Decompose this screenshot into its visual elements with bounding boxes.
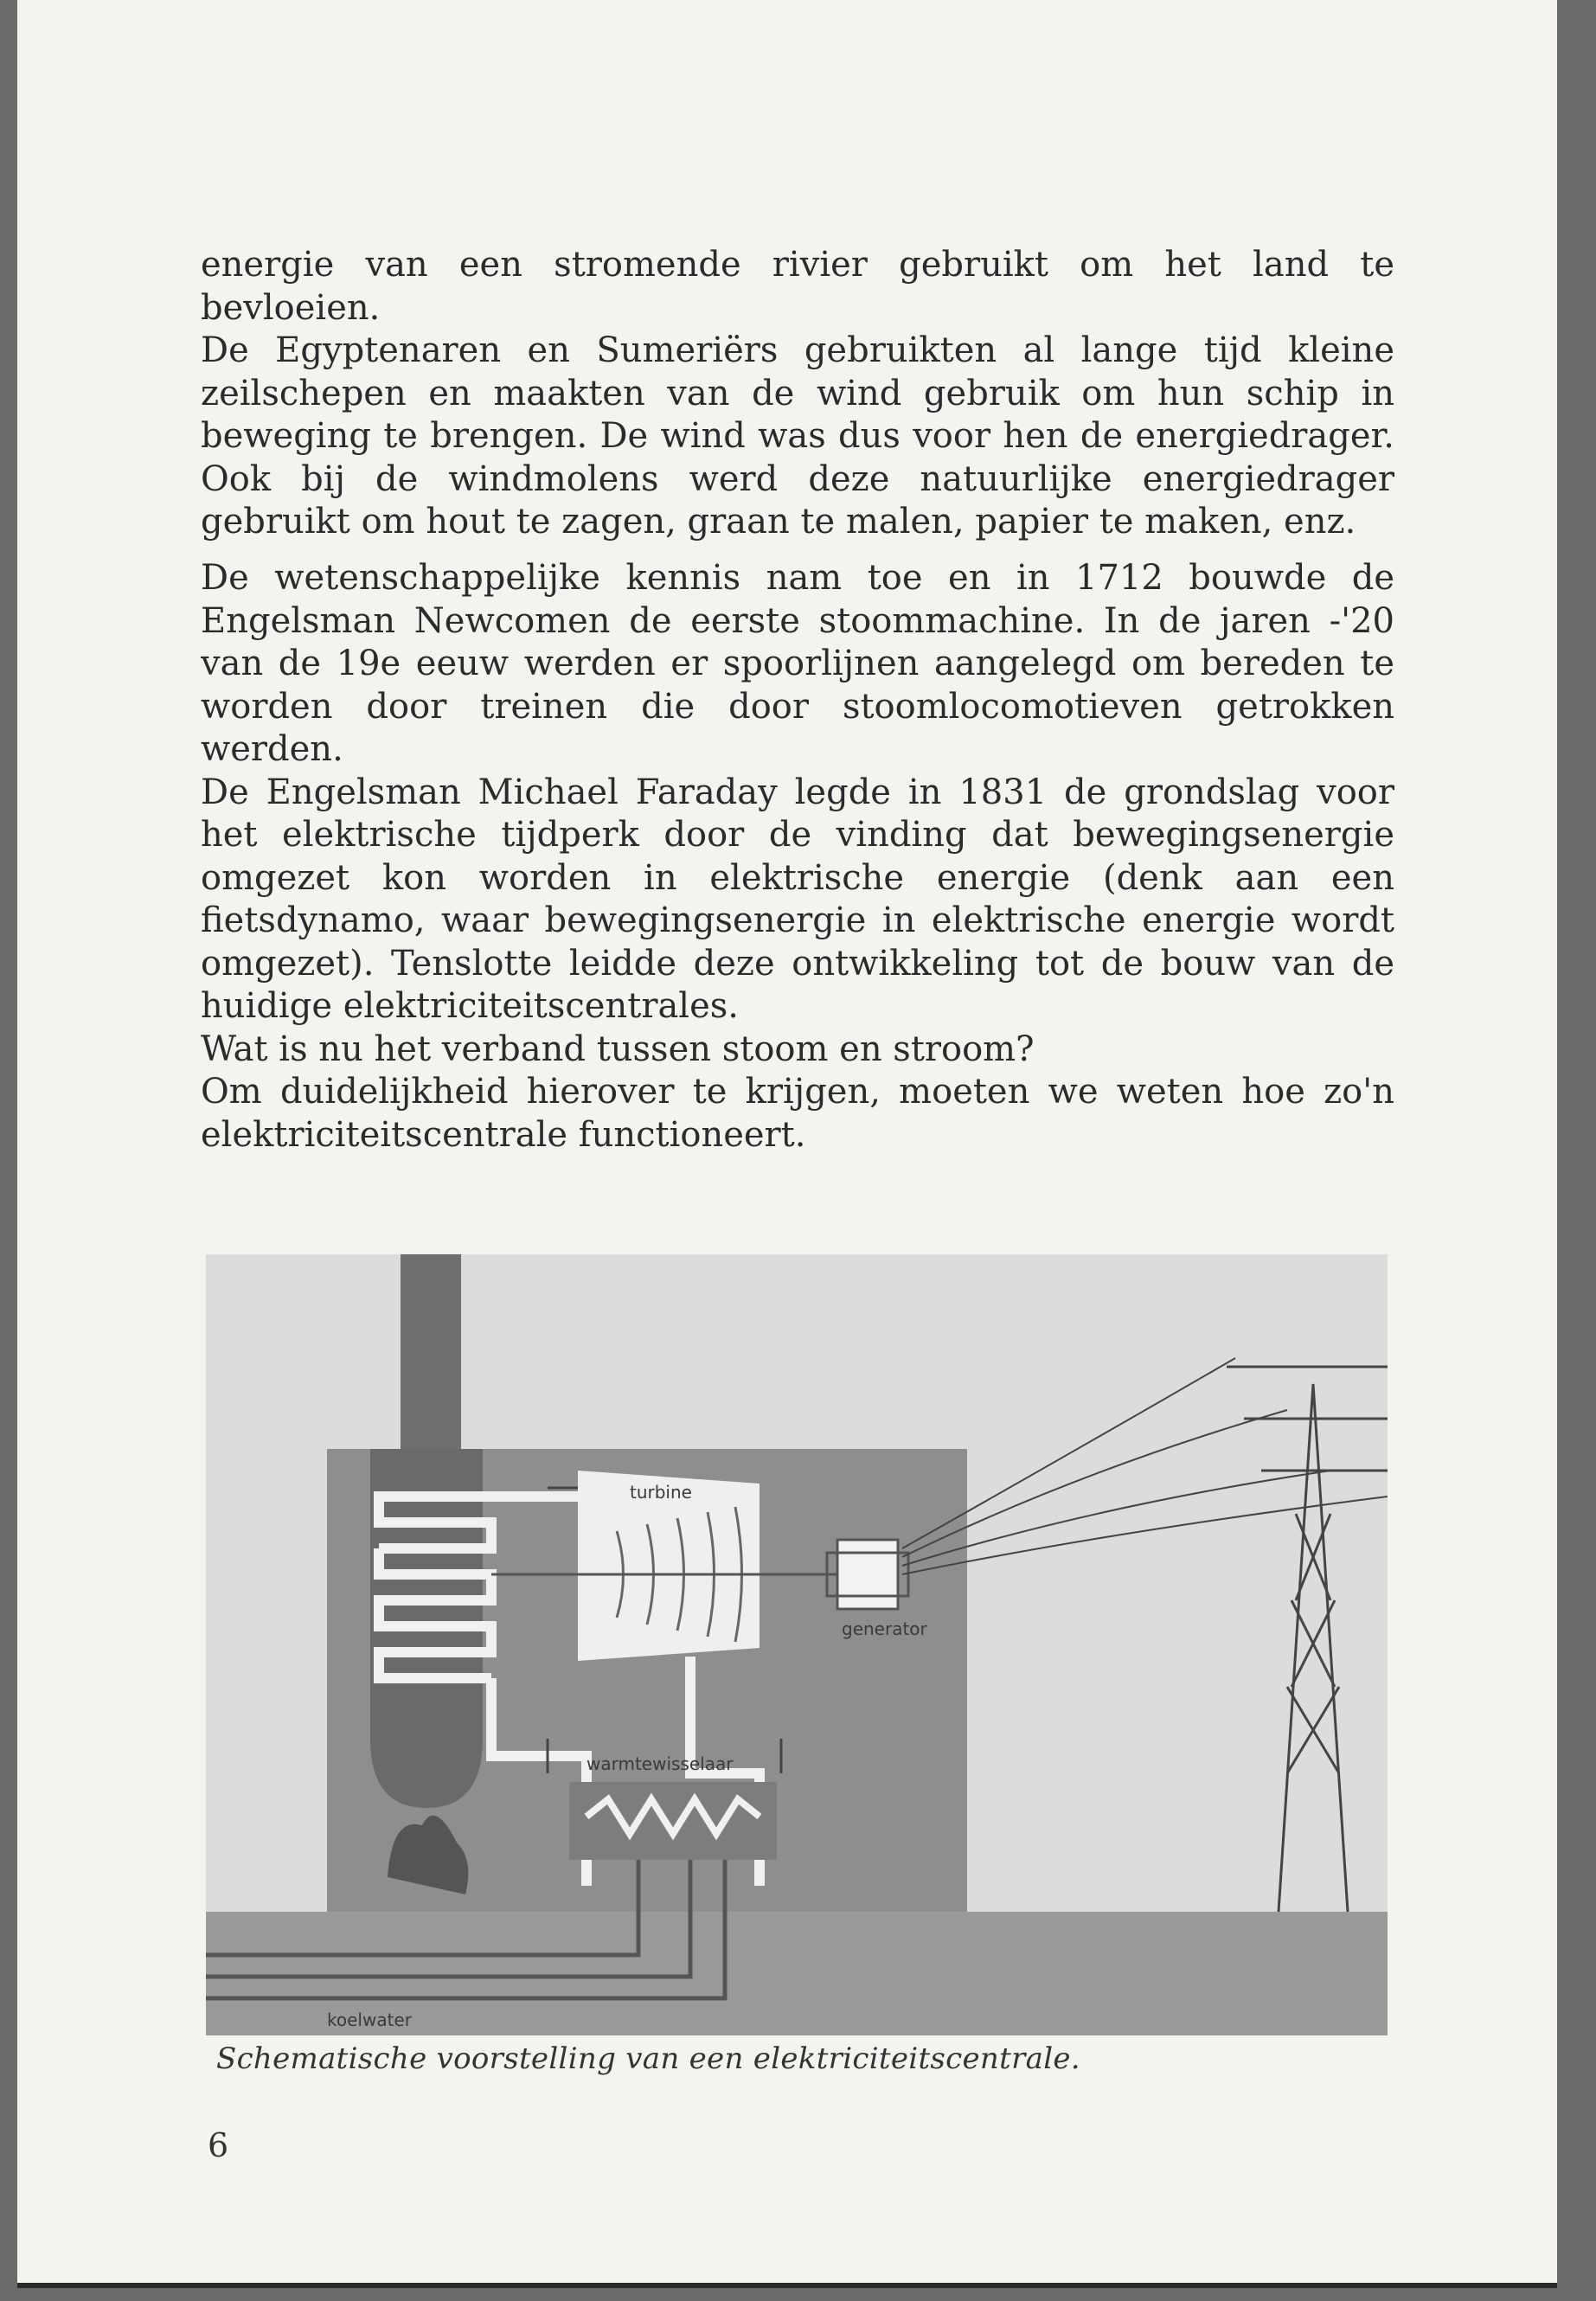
- power-plant-diagram: [206, 1254, 1388, 2035]
- paragraph: De wetenschappelijke kennis nam toe en in 1712 bouwde de Engelsman Newcomen de eerste stoommachine. In de jaren -'20 van de 19e eeuw werden er spoorlijnen aangelegd om bereden te worden door treinen die door stoomlocomotieven getrokken werden.: [201, 558, 1394, 769]
- generator: [837, 1540, 898, 1609]
- page-number: 6: [208, 2126, 229, 2164]
- turbine-label: turbine: [630, 1482, 692, 1503]
- document-page: [17, 0, 1557, 2288]
- generator-label: generator: [842, 1618, 927, 1639]
- paragraph: energie van een stromende rivier gebruikt om het land te bevloeien.: [201, 245, 1394, 328]
- body-text-block-2: [201, 557, 1394, 1157]
- heat-exchanger: [569, 1782, 777, 1860]
- figure-caption: Schematische voorstelling van een elektriciteitscentrale.: [216, 2041, 1080, 2076]
- heat-exchanger-label: warmtewisselaar: [586, 1753, 734, 1774]
- chimney: [401, 1254, 461, 1462]
- paragraph: De Engelsman Michael Faraday legde in 1831 de grondslag voor het elektrische tijdperk door de vinding dat bewegingsenergie omgezet kon worden in elektrische energie (denk aan een fietsdynamo, waar bewegingsenergie in elektrische energie wordt omgezet). Tenslotte leidde deze ontwikkeling tot de bouw van de huidige elektriciteitscentrales.: [201, 772, 1394, 1026]
- pylon: [1227, 1367, 1388, 1912]
- paragraph: Om duidelijkheid hierover te krijgen, moeten we weten hoe zo'n elektriciteitscentrale functioneert.: [201, 1072, 1394, 1155]
- cooling-water-label: koelwater: [327, 2009, 412, 2030]
- paragraph: Wat is nu het verband tussen stoom en stroom?: [201, 1029, 1035, 1069]
- body-text-block-1: [201, 244, 1394, 544]
- power-plant-schematic: [206, 1254, 1388, 2035]
- paragraph: De Egyptenaren en Sumeriërs gebruikten al lange tijd kleine zeilschepen en maakten van de wind gebruik om hun schip in beweging te brengen. De wind was dus voor hen de energiedrager. Ook bij de windmolens werd deze natuurlijke energiedrager gebruikt om hout te zagen, graan te malen, papier te maken, enz.: [201, 330, 1394, 542]
